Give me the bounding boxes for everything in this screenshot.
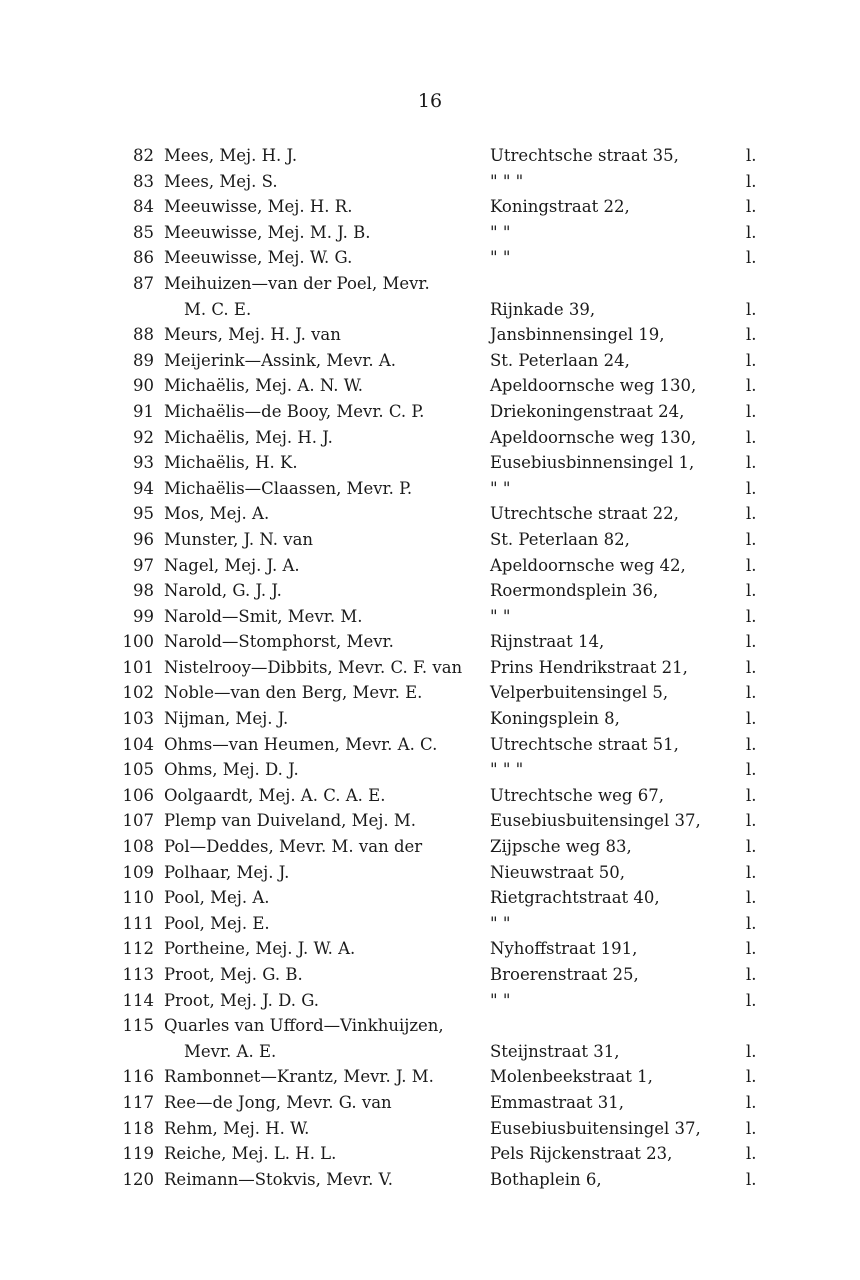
entry-name (164, 1013, 490, 1064)
entry-name-line: Mos, Mej. A. (164, 504, 270, 524)
entry-address: Eusebiusbuitensingel 37, (490, 811, 701, 831)
list-item (0, 680, 860, 706)
entry-name (164, 399, 490, 425)
list-item (0, 1013, 860, 1064)
entry-address: " " (490, 990, 511, 1010)
entry-name-continuation: Mevr. A. E. (184, 1041, 277, 1061)
entry-address: Apeldoornsche weg 130, (490, 427, 697, 447)
entry-address: Utrechtsche straat 51, (490, 734, 679, 754)
entry-location: l. (746, 1067, 757, 1087)
entry-name-line: Michaëlis, Mej. A. N. W. (164, 376, 364, 396)
entry-name-line: Pol—Deddes, Mevr. M. van der (164, 837, 423, 857)
entry-address: " " " (490, 171, 524, 191)
entry-number: 88 (133, 325, 154, 345)
entry-name (164, 629, 490, 655)
entry-number: 101 (122, 657, 154, 677)
entry-location: l. (746, 222, 757, 242)
entry-number: 107 (122, 811, 154, 831)
list-item (0, 425, 860, 451)
entry-name (164, 783, 490, 809)
entry-name (164, 885, 490, 911)
entry-address: Roermondsplein 36, (490, 581, 659, 601)
entry-number: 118 (122, 1118, 154, 1138)
entry-number: 116 (122, 1067, 154, 1087)
list-item (0, 757, 860, 783)
entry-location: l. (746, 990, 757, 1010)
entry-location: l. (746, 1169, 757, 1189)
entry-location: l. (746, 837, 757, 857)
entry-name-line: Ohms, Mej. D. J. (164, 760, 299, 780)
entry-location: l. (746, 683, 757, 703)
list-item (0, 373, 860, 399)
list-item (0, 936, 860, 962)
entry-name-line: Quarles van Ufford—Vinkhuijzen, (164, 1016, 444, 1036)
entry-location: l. (746, 785, 757, 805)
entry-name-line: Michaëlis—de Booy, Mevr. C. P. (164, 401, 425, 421)
entry-name-line: Oolgaardt, Mej. A. C. A. E. (164, 785, 386, 805)
entry-name (164, 348, 490, 374)
entry-name (164, 476, 490, 502)
entry-location: l. (746, 478, 757, 498)
entry-name (164, 271, 490, 322)
list-item (0, 450, 860, 476)
entry-address: Eusebiusbinnensingel 1, (490, 453, 695, 473)
entry-name-line: Nagel, Mej. J. A. (164, 555, 300, 575)
entry-location: l. (746, 248, 757, 268)
list-item (0, 988, 860, 1014)
entry-name (164, 1090, 490, 1116)
entry-number: 100 (122, 632, 154, 652)
entry-address: Apeldoornsche weg 130, (490, 376, 697, 396)
list-item (0, 322, 860, 348)
entry-name (164, 527, 490, 553)
entry-number: 117 (122, 1092, 154, 1112)
entry-number: 108 (122, 837, 154, 857)
entry-name (164, 143, 490, 169)
entry-number: 96 (133, 529, 154, 549)
entry-name (164, 450, 490, 476)
entry-address: Nieuwstraat 50, (490, 862, 626, 882)
entry-location: l. (746, 146, 757, 165)
entry-address: Jansbinnensingel 19, (490, 325, 665, 345)
entry-number: 97 (133, 555, 154, 575)
entry-number: 109 (122, 862, 154, 882)
entry-name-line: Michaëlis, H. K. (164, 453, 298, 473)
entry-number: 87 (133, 273, 154, 293)
entry-address: " " (490, 478, 511, 498)
entry-address: Molenbeekstraat 1, (490, 1067, 653, 1087)
entry-address: St. Peterlaan 24, (490, 350, 630, 370)
entry-name (164, 245, 490, 271)
entry-address: Zijpsche weg 83, (490, 837, 632, 857)
list-item (0, 476, 860, 502)
entry-location: l. (746, 401, 757, 421)
entry-location: l. (746, 529, 757, 549)
entry-number: 114 (122, 990, 154, 1010)
entry-name (164, 1167, 490, 1193)
entry-location: l. (746, 913, 757, 933)
entry-number: 91 (133, 401, 154, 421)
entry-name-line: Pool, Mej. E. (164, 913, 270, 933)
entry-number: 115 (122, 1016, 154, 1036)
entry-name (164, 706, 490, 732)
entry-name-line: Nistelrooy—Dibbits, Mevr. C. F. van (164, 657, 463, 677)
entry-name (164, 373, 490, 399)
entry-address: Nyhoffstraat 191, (490, 939, 638, 959)
list-item (0, 578, 860, 604)
entry-list (0, 143, 860, 1192)
list-item (0, 169, 860, 195)
list-item (0, 604, 860, 630)
list-item (0, 732, 860, 758)
entry-location: l. (746, 888, 757, 908)
entry-number: 106 (122, 785, 154, 805)
list-item (0, 1090, 860, 1116)
entry-name (164, 425, 490, 451)
entry-address: Rijnstraat 14, (490, 632, 605, 652)
list-item (0, 1167, 860, 1193)
entry-name-line: Meeuwisse, Mej. M. J. B. (164, 222, 371, 242)
entry-address: " " " (490, 760, 524, 780)
entry-name-line: Meurs, Mej. H. J. van (164, 325, 341, 345)
entry-name (164, 169, 490, 195)
list-item (0, 271, 860, 322)
entry-address: Steijnstraat 31, (490, 1041, 620, 1061)
entry-name (164, 680, 490, 706)
list-item (0, 143, 860, 169)
entry-number: 119 (122, 1144, 154, 1164)
entry-address: Pels Rijckenstraat 23, (490, 1144, 673, 1164)
entry-name (164, 501, 490, 527)
entry-location: l. (746, 760, 757, 780)
entry-name (164, 655, 490, 681)
entry-name (164, 553, 490, 579)
entry-location: l. (746, 734, 757, 754)
entry-name-line: Proot, Mej. G. B. (164, 965, 303, 984)
entry-location: l. (746, 299, 757, 319)
entry-number: 113 (122, 965, 154, 984)
entry-name (164, 1116, 490, 1142)
entry-name (164, 604, 490, 630)
entry-location: l. (746, 632, 757, 652)
entry-location: l. (746, 581, 757, 601)
entry-address: Apeldoornsche weg 42, (490, 555, 686, 575)
entry-number: 93 (133, 453, 154, 473)
entry-address: " " (490, 606, 511, 626)
entry-number: 99 (133, 606, 154, 626)
list-item (0, 885, 860, 911)
entry-address: Rietgrachtstraat 40, (490, 888, 660, 908)
entry-number: 94 (133, 478, 154, 498)
entry-location: l. (746, 1092, 757, 1112)
list-item (0, 1116, 860, 1142)
entry-name-line: Rehm, Mej. H. W. (164, 1118, 310, 1138)
entry-name-line: Pool, Mej. A. (164, 888, 270, 908)
entry-name (164, 732, 490, 758)
list-item (0, 501, 860, 527)
entry-number: 90 (133, 376, 154, 396)
entry-address: Driekoningenstraat 24, (490, 401, 685, 421)
entry-number: 110 (122, 888, 154, 908)
entry-name-line: Meihuizen—van der Poel, Mevr. (164, 273, 430, 293)
entry-address: Rijnkade 39, (490, 299, 596, 319)
entry-address: Koningstraat 22, (490, 197, 630, 217)
list-item (0, 553, 860, 579)
list-item (0, 1141, 860, 1167)
entry-number: 111 (122, 913, 154, 933)
entry-name-line: Reiche, Mej. L. H. L. (164, 1144, 337, 1164)
entry-name-line: Rambonnet—Krantz, Mevr. J. M. (164, 1067, 434, 1087)
entry-location: l. (746, 862, 757, 882)
entry-number: 103 (122, 709, 154, 729)
list-item (0, 783, 860, 809)
list-item (0, 194, 860, 220)
entry-name (164, 757, 490, 783)
list-item (0, 629, 860, 655)
entry-location: l. (746, 1144, 757, 1164)
entry-location: l. (746, 453, 757, 473)
entry-location: l. (746, 197, 757, 217)
entry-number: 86 (133, 248, 154, 268)
entry-address: Broerenstraat 25, (490, 965, 639, 984)
entry-number: 102 (122, 683, 154, 703)
entry-name-line: Michaëlis, Mej. H. J. (164, 427, 333, 447)
list-item (0, 808, 860, 834)
entry-location: l. (746, 939, 757, 959)
entry-location: l. (746, 376, 757, 396)
entry-number: 95 (133, 504, 154, 524)
entry-name (164, 808, 490, 834)
entry-name-line: Noble—van den Berg, Mevr. E. (164, 683, 423, 703)
entry-name-line: Mees, Mej. S. (164, 171, 278, 191)
entry-name-line: Meijerink—Assink, Mevr. A. (164, 350, 397, 370)
entry-location: l. (746, 657, 757, 677)
entry-number: 112 (122, 939, 154, 959)
entry-name (164, 1141, 490, 1167)
entry-location: l. (746, 1041, 757, 1061)
entry-name (164, 1064, 490, 1090)
entry-name (164, 911, 490, 937)
entry-address: Utrechtsche straat 22, (490, 504, 679, 524)
entry-location: l. (746, 1118, 757, 1138)
entry-address: St. Peterlaan 82, (490, 529, 630, 549)
entry-name-line: Narold—Stomphorst, Mevr. (164, 632, 394, 652)
list-item (0, 860, 860, 886)
list-item (0, 348, 860, 374)
entry-number: 89 (133, 350, 154, 370)
entry-name-line: Munster, J. N. van (164, 529, 314, 549)
entry-name-line: Mees, Mej. H. J. (164, 146, 298, 165)
entry-name-line: Narold—Smit, Mevr. M. (164, 606, 363, 626)
entry-location: l. (746, 325, 757, 345)
entry-name-line: Polhaar, Mej. J. (164, 862, 290, 882)
entry-address: Prins Hendrikstraat 21, (490, 657, 688, 677)
entry-name-line: Proot, Mej. J. D. G. (164, 990, 320, 1010)
entry-location: l. (746, 350, 757, 370)
entry-name (164, 962, 490, 988)
list-item (0, 527, 860, 553)
entry-name-line: Ree—de Jong, Mevr. G. van (164, 1092, 392, 1112)
entry-name-line: Plemp van Duiveland, Mej. M. (164, 811, 417, 831)
entry-address: Velperbuitensingel 5, (490, 683, 669, 703)
entry-number: 85 (133, 222, 154, 242)
entry-number: 83 (133, 171, 154, 191)
entry-name (164, 936, 490, 962)
list-item (0, 220, 860, 246)
entry-name-continuation: M. C. E. (184, 299, 252, 319)
entry-address: " " (490, 222, 511, 242)
entry-name-line: Narold, G. J. J. (164, 581, 282, 601)
entry-name (164, 834, 490, 860)
list-item (0, 399, 860, 425)
entry-number: 104 (122, 734, 154, 754)
entry-number: 120 (122, 1169, 154, 1189)
entry-number: 105 (122, 760, 154, 780)
list-item (0, 706, 860, 732)
entry-address: " " (490, 248, 511, 268)
entry-name-line: Meeuwisse, Mej. W. G. (164, 248, 353, 268)
entry-name-line: Reimann—Stokvis, Mevr. V. (164, 1169, 393, 1189)
page-number: 16 (417, 90, 443, 112)
entry-location: l. (746, 811, 757, 831)
list-item (0, 962, 860, 988)
list-item (0, 834, 860, 860)
entry-name (164, 194, 490, 220)
entry-number: 82 (133, 146, 154, 165)
entry-address: Utrechtsche weg 67, (490, 785, 664, 805)
entry-location: l. (746, 171, 757, 191)
entry-address: Utrechtsche straat 35, (490, 146, 679, 165)
entry-number: 84 (133, 197, 154, 217)
entry-name-line: Michaëlis—Claassen, Mevr. P. (164, 478, 413, 498)
entry-address: Bothaplein 6, (490, 1169, 602, 1189)
entry-name (164, 322, 490, 348)
entry-location: l. (746, 427, 757, 447)
entry-address: Emmastraat 31, (490, 1092, 624, 1112)
entry-name-line: Meeuwisse, Mej. H. R. (164, 197, 353, 217)
list-item (0, 911, 860, 937)
entry-location: l. (746, 965, 757, 984)
entry-address: Koningsplein 8, (490, 709, 620, 729)
entry-location: l. (746, 555, 757, 575)
entry-number: 98 (133, 581, 154, 601)
list-item (0, 1064, 860, 1090)
entry-location: l. (746, 606, 757, 626)
entry-name (164, 220, 490, 246)
entry-name (164, 988, 490, 1014)
entry-name (164, 860, 490, 886)
list-item (0, 655, 860, 681)
entry-number: 92 (133, 427, 154, 447)
entry-name-line: Ohms—van Heumen, Mevr. A. C. (164, 734, 438, 754)
entry-location: l. (746, 504, 757, 524)
entry-name-line: Nijman, Mej. J. (164, 709, 289, 729)
entry-location: l. (746, 709, 757, 729)
entry-name-line: Portheine, Mej. J. W. A. (164, 939, 356, 959)
entry-address: Eusebiusbuitensingel 37, (490, 1118, 701, 1138)
list-item (0, 245, 860, 271)
entry-address: " " (490, 913, 511, 933)
entry-name (164, 578, 490, 604)
